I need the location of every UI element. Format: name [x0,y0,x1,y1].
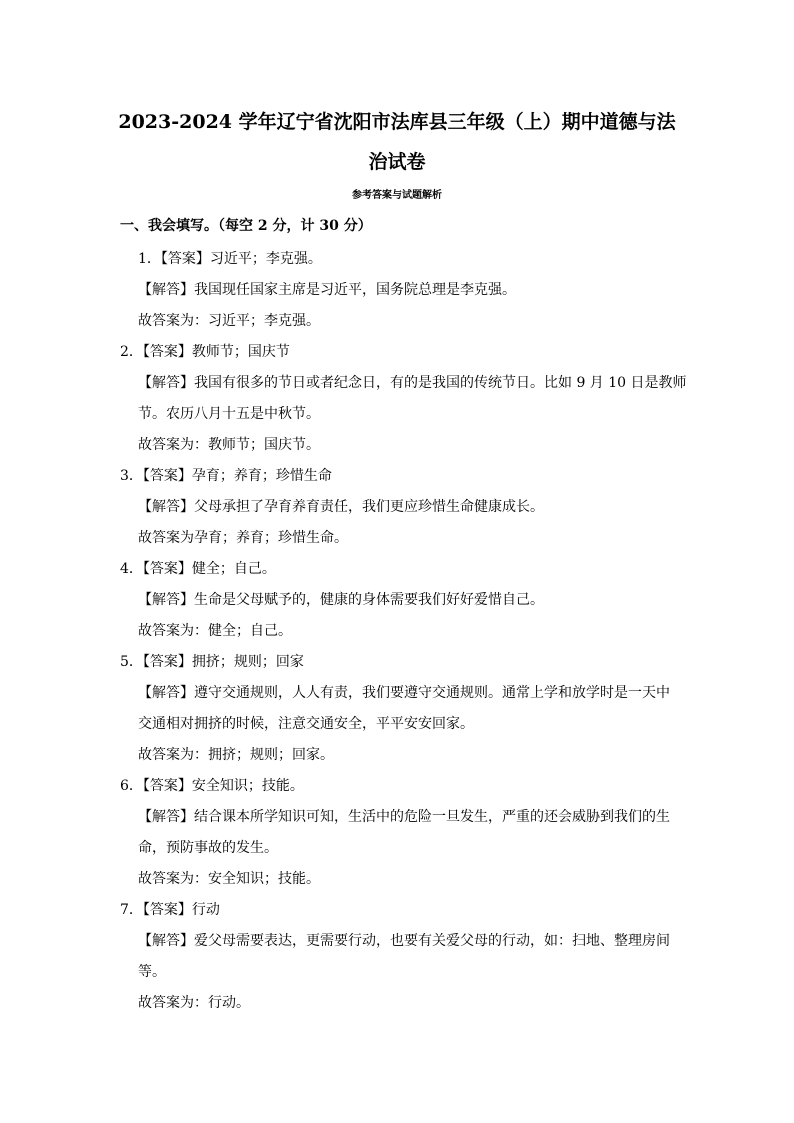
analysis-text: 我国现任国家主席是习近平，国务院总理是李克强。 [194,282,516,298]
analysis-line [120,399,680,430]
answer-label: 【答案】 [142,561,192,577]
analysis-text: 我国有很多的节日或者纪念日，有的是我国的传统节日。比如 9 月 10 日是教师 [194,375,687,391]
analysis-label: 【解答】 [138,685,194,701]
final-answer-text: 故答案为孕育；养育；珍惜生命。 [138,530,348,546]
answer-text: 健全；自己。 [191,561,276,577]
analysis-text: 遵守交通规则，人人有责，我们要遵守交通规则。通常上学和放学时是一天中 [194,685,670,701]
final-answer-line [120,864,680,895]
final-answer-line [120,430,680,461]
answer-text: 孕育；养育；珍惜生命 [191,468,332,484]
analysis-text: 节。农历八月十五是中秋节。 [138,406,320,422]
question-number: 4． [120,561,143,577]
question-number: 3． [120,468,143,484]
final-answer-text: 故答案为：安全知识；技能。 [138,871,320,887]
analysis-line [120,492,680,523]
final-answer-line [120,523,680,554]
analysis-line [120,678,680,709]
question-item [120,647,680,771]
answer-label: 【答案】 [142,902,192,918]
analysis-line [120,926,680,957]
question-number: 7． [120,902,143,918]
question-number: 1． [138,251,161,267]
document-subtitle: 参考答案与试题解析 [352,190,442,201]
question-number: 2． [120,344,143,360]
answer-text: 习近平；李克强。 [209,251,322,267]
question-number: 5． [120,654,143,670]
answer-line [120,554,680,585]
title-line-2: 治试卷 [368,151,426,173]
answer-line [120,895,680,926]
analysis-label: 【解答】 [138,592,194,608]
answer-label: 【答案】 [160,251,210,267]
analysis-label: 【解答】 [138,499,194,515]
title-line-1: 2023-2024 学年辽宁省沈阳市法库县三年级（上）期中道德与法 [118,111,676,133]
analysis-line [120,368,687,399]
analysis-line [120,709,680,740]
answer-line [120,461,680,492]
final-answer-text: 故答案为：拥挤；规则；回家。 [138,747,334,763]
analysis-text: 结合课本所学知识可知，生活中的危险一旦发生，严重的还会威胁到我们的生 [194,809,670,825]
final-answer-line [120,740,680,771]
answer-text: 教师节；国庆节 [191,344,290,360]
answer-label: 【答案】 [142,654,192,670]
question-number: 6． [120,778,143,794]
analysis-line [120,833,680,864]
analysis-text: 父母承担了孕育养育责任，我们更应珍惜生命健康成长。 [194,499,544,515]
analysis-text: 爱父母需要表达，更需要行动，也要有关爱父母的行动，如：扫地、整理房间 [194,933,670,949]
analysis-text: 命，预防事故的发生。 [138,840,278,856]
final-answer-line [120,988,680,1019]
answer-text: 安全知识；技能。 [191,778,304,794]
answer-line [120,244,680,275]
final-answer-line [120,616,680,647]
final-answer-text: 故答案为：习近平；李克强。 [138,313,320,329]
analysis-line [120,275,680,306]
answer-line [120,647,680,678]
analysis-line [120,802,680,833]
analysis-label: 【解答】 [138,375,194,391]
section-heading: 一、我会填写。（每空 2 分，计 30 分） [120,218,372,234]
analysis-line [120,957,680,988]
answer-label: 【答案】 [142,468,192,484]
answer-text: 拥挤；规则；回家 [191,654,304,670]
answer-line [120,337,680,368]
final-answer-line [120,306,680,337]
analysis-label: 【解答】 [138,809,194,825]
answer-line [120,771,680,802]
answer-label: 【答案】 [142,344,192,360]
analysis-label: 【解答】 [138,933,194,949]
answer-label: 【答案】 [142,778,192,794]
question-item [120,461,680,554]
analysis-line [120,585,680,616]
final-answer-text: 故答案为：行动。 [138,995,250,1011]
question-item [120,895,680,1019]
question-list [120,244,687,1019]
question-item [120,244,680,337]
analysis-label: 【解答】 [138,282,194,298]
final-answer-text: 故答案为：教师节；国庆节。 [138,437,320,453]
analysis-text: 交通相对拥挤的时候，注意交通安全，平平安安回家。 [138,716,474,732]
question-item [120,554,680,647]
final-answer-text: 故答案为：健全；自己。 [138,623,292,639]
answer-text: 行动 [191,902,220,918]
analysis-text: 生命是父母赋予的，健康的身体需要我们好好爱惜自己。 [194,592,544,608]
question-item [120,337,687,461]
analysis-text: 等。 [138,964,166,980]
question-item [120,771,680,895]
